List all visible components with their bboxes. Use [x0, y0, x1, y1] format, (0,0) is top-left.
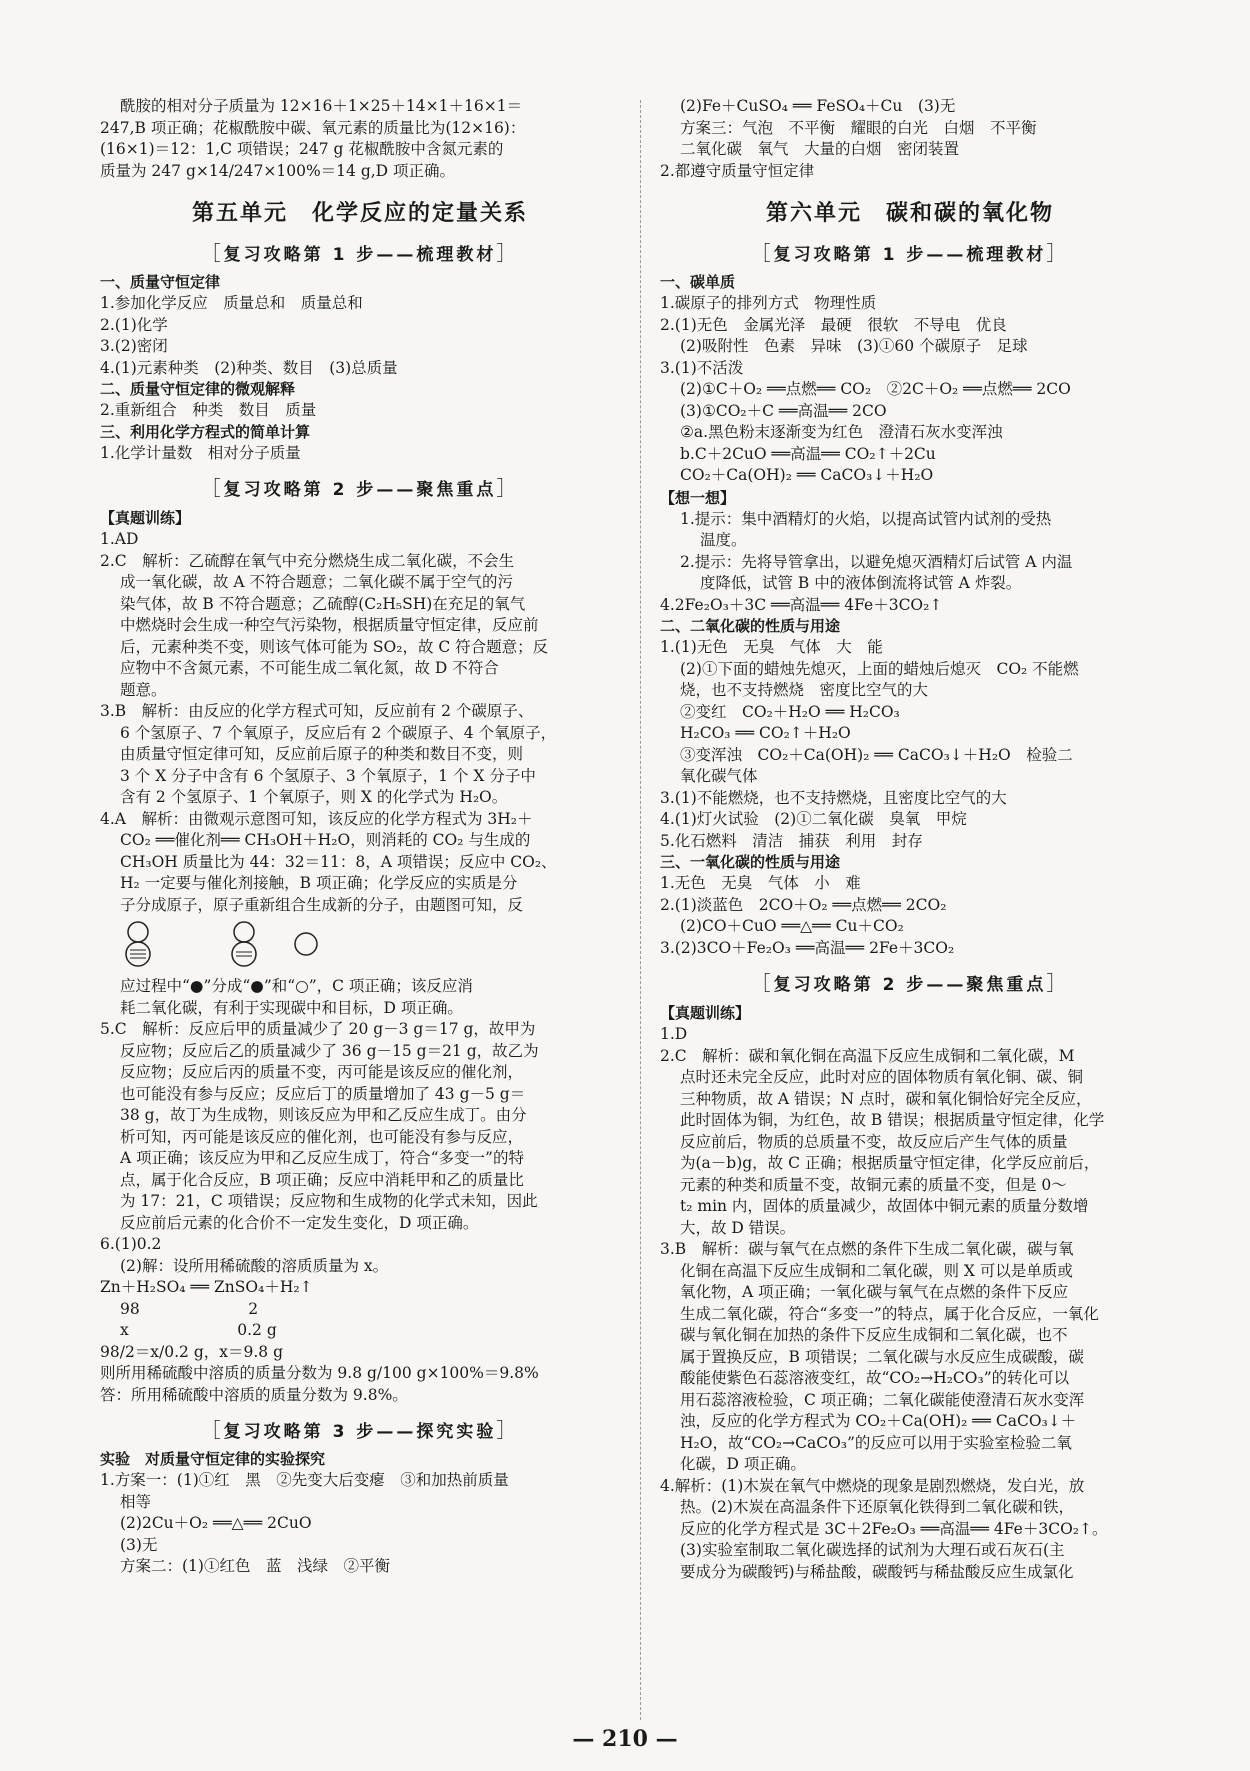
text-line: 温度。 — [700, 531, 747, 549]
text-line: 2.都遵守质量守恒定律 — [660, 161, 815, 180]
text-line: 1.无色 无臭 气体 小 难 — [660, 874, 861, 892]
text-line: 氧化物，A 项正确；一氧化碳与氧气在点燃的条件下反应 — [680, 1283, 1069, 1301]
left-column — [100, 96, 620, 1578]
text-line: t₂ min 内，固体的质量减少，故固体中铜元素的质量分数增 — [680, 1197, 1089, 1215]
text-line: (2)吸附性 色素 异味 (3)①60 个碳原子 足球 — [680, 337, 1028, 355]
text-line: 5.C 解析：反应后甲的质量减少了 20 g－3 g＝17 g，故甲为 — [100, 1020, 536, 1038]
text-line: 反应前后，物质的总质量不变，故反应后产生气体的质量 — [680, 1132, 1068, 1151]
text-line: 2.(1)淡蓝色 2CO＋O₂ ══点燃══ 2CO₂ — [660, 895, 947, 914]
banner-label: 复习攻略第 3 步——探究实验 — [223, 1422, 497, 1442]
text-line: 答：所用稀硫酸中溶质的质量分数为 9.8%。 — [100, 1385, 408, 1404]
text-line: 染气体，故 B 不符合题意；乙硫醇(C₂H₅SH)在充足的氧气 — [120, 594, 526, 613]
text-line: (2)①C＋O₂ ══点燃══ CO₂ ②2C＋O₂ ══点燃══ 2CO — [680, 380, 1071, 398]
text-line: 用石蕊溶液检验，C 项正确；二氧化碳能使澄清石灰水变浑 — [680, 1390, 1085, 1409]
text-line: (3)①CO₂＋C ══高温══ 2CO — [680, 401, 887, 420]
section-heading: 三、一氧化碳的性质与用途 — [660, 853, 841, 871]
right-section-1b — [660, 595, 1160, 960]
text-line: CO₂＋Ca(OH)₂ ══ CaCO₃↓＋H₂O — [680, 466, 934, 484]
text-line: 度降低，试管 B 中的液体倒流将试管 A 炸裂。 — [700, 574, 1022, 592]
section-banner: ［复习攻略第 1 步——梳理教材］ — [750, 241, 1070, 265]
text-line: x 0.2 g — [120, 1321, 277, 1339]
text-line: 应过程中“●”分成“●”和“○”，C 项正确；该反应消 — [120, 977, 473, 995]
text-line: 耗二氧化碳，有利于实现碳中和目标，D 项正确。 — [120, 998, 463, 1017]
left-section-2 — [100, 529, 620, 1406]
text-line: 2.C 解析：乙硫醇在氧气中充分燃烧生成二氧化碳，不会生 — [100, 551, 515, 570]
text-line: 4.解析：(1)木炭在氧气中燃烧的现象是剧烈燃烧，发白光，放 — [660, 1476, 1085, 1495]
text-line: 析可知，丙可能是该反应的催化剂，也可能没有参与反应， — [120, 1127, 524, 1146]
section-heading: 一、碳单质 — [660, 273, 736, 291]
banner-label: 复习攻略第 2 步——聚焦重点 — [773, 975, 1047, 995]
text-line: 元素的种类和质量不变，故铜元素的质量不变，但是 0～ — [680, 1175, 1067, 1194]
text-line: 酰胺的相对分子质量为 12×16＋1×25＋14×1＋16×1＝ — [120, 97, 523, 115]
text-line: 生成二氧化碳，符合“多变一”的特点，属于化合反应，一氧化 — [680, 1304, 1099, 1323]
column-divider — [640, 100, 641, 1720]
section-heading: 二、二氧化碳的性质与用途 — [660, 617, 841, 635]
text-line: 3.B 解析：由反应的化学方程式可知，反应前有 2 个碳原子、 — [100, 702, 534, 720]
text-line: ②a.黑色粉末逐渐变为红色 澄清石灰水变浑浊 — [680, 423, 1003, 441]
right-xiang — [660, 509, 1160, 595]
text-line: 反应物；反应后乙的质量减少了 36 g－15 g＝21 g，故乙为 — [120, 1041, 539, 1060]
text-line: 子分成原子，原子重新组合生成新的分子，由题图可知，反 — [120, 895, 524, 914]
text-line: (2)解：设所用稀硫酸的溶质质量为 x。 — [120, 1256, 389, 1275]
text-line: H₂CO₃ ══ CO₂↑＋H₂O — [680, 724, 851, 742]
text-line: 浊，反应的化学方程式为 CO₂＋Ca(OH)₂ ══ CaCO₃↓＋ — [680, 1412, 1077, 1430]
molecule-row — [100, 920, 620, 972]
zhenti-tag: 【真题训练】 — [100, 509, 191, 527]
text-line: 属于置换反应，B 项错误；二氧化碳与水反应生成碳酸，碳 — [680, 1347, 1084, 1366]
text-line: 2.提示：先将导管拿出，以避免熄灭酒精灯后试管 A 内温 — [680, 552, 1073, 571]
text-line: 此时固体为铜，为红色，故 B 错误；根据质量守恒定律，化学 — [680, 1111, 1105, 1129]
text-line: CH₃OH 质量比为 44：32＝11：8，A 项错误；反应中 CO₂、 — [120, 852, 557, 871]
text-line: 反应的化学方程式是 3C＋2Fe₂O₃ ══高温══ 4Fe＋3CO₂↑。 — [680, 1519, 1108, 1538]
text-line: ②变红 CO₂＋H₂O ══ H₂CO₃ — [680, 702, 900, 721]
text-line: 6.(1)0.2 — [100, 1235, 162, 1253]
unit-title-6: 第六单元 碳和碳的氧化物 — [765, 201, 1054, 226]
text-line: 三种物质，故 A 错误；N 点时，碳和氧化铜恰好完全反应， — [680, 1089, 1092, 1108]
text-line: H₂ 一定要与催化剂接触，B 项正确；化学反应的实质是分 — [120, 874, 518, 892]
page-number: — 210 — — [572, 1726, 678, 1752]
right-section-1 — [660, 272, 1160, 487]
xiang-tag: 【想一想】 — [660, 488, 736, 507]
text-line: 2.C 解析：碳和氧化铜在高温下反应生成铜和二氧化碳，M — [660, 1046, 1075, 1065]
left-section-3 — [100, 1449, 620, 1578]
text-line: 247,B 项正确；花椒酰胺中碳、氧元素的质量比为(12×16)： — [100, 118, 526, 137]
text-line: CO₂ ══催化剂══ CH₃OH＋H₂O，则消耗的 CO₂ 与生成的 — [120, 831, 531, 849]
text-line: 热。(2)木炭在高温条件下还原氧化铁得到二氧化碳和铁， — [680, 1498, 1074, 1516]
text-line: 1.碳原子的排列方式 物理性质 — [660, 294, 877, 312]
text-line: (3)无 — [120, 1535, 158, 1554]
text-line: ③变浑浊 CO₂＋Ca(OH)₂ ══ CaCO₃↓＋H₂O 检验二 — [680, 745, 1073, 764]
text-line: 4.A 解析：由微观示意图可知，该反应的化学方程式为 3H₂＋ — [100, 809, 533, 828]
text-line: 2.(1)无色 金属光泽 最硬 很软 不导电 优良 — [660, 315, 1007, 334]
text-line: 1.(1)无色 无臭 气体 大 能 — [660, 638, 883, 656]
zhenti-tag: 【真题训练】 — [660, 1004, 751, 1022]
left-section-1 — [100, 272, 620, 464]
text-line: H₂O，故“CO₂→CaCO₃”的反应可以用于实验室检验二氧 — [680, 1433, 1072, 1452]
section-heading: 二、质量守恒定律的微观解释 — [100, 380, 296, 398]
text-line: 应物中不含氮元素，不可能生成二氧化氮，故 D 不符合 — [120, 659, 499, 677]
text-line: 则所用稀硫酸中溶质的质量分数为 9.8 g/100 g×100%＝9.8% — [100, 1364, 539, 1382]
banner-label: 复习攻略第 1 步——梳理教材 — [773, 245, 1047, 265]
text-line: 碳与氧化铜在加热的条件下反应生成铜和二氧化碳，也不 — [680, 1326, 1068, 1344]
molecule-icon — [120, 920, 156, 972]
text-line: 点时还未完全反应，此时对应的固体物质有氧化铜、碳、铜 — [680, 1068, 1084, 1086]
text-line: 二氧化碳 氧气 大量的白烟 密闭装置 — [680, 140, 960, 158]
text-line: 3.B 解析：碳与氧气在点燃的条件下生成二氧化碳，碳与氧 — [660, 1240, 1074, 1258]
text-line: (16×1)＝12：1,C 项错误；247 g 花椒酰胺中含氮元素的 — [100, 140, 504, 158]
section-heading: 实验 对质量守恒定律的实验探究 — [100, 1450, 326, 1468]
text-line: 4.(1)灯火试验 (2)①二氧化碳 臭氧 甲烷 — [660, 810, 967, 828]
right-column — [660, 96, 1160, 1583]
text-line: (2)CO＋CuO ══△══ Cu＋CO₂ — [680, 917, 904, 935]
banner-label: 复习攻略第 2 步——聚焦重点 — [223, 480, 497, 500]
right-section-2 — [660, 1024, 1160, 1583]
section-banner: ［复习攻略第 1 步——梳理教材］ — [200, 241, 520, 265]
section-banner: ［复习攻略第 3 步——探究实验］ — [200, 1418, 520, 1442]
text-line: 点，属于化合反应，B 项正确；反应中消耗甲和乙的质量比 — [120, 1170, 524, 1189]
text-line: 98/2＝x/0.2 g，x＝9.8 g — [100, 1342, 284, 1361]
unit-title-5: 第五单元 化学反应的定量关系 — [191, 201, 528, 226]
text-line: 4.2Fe₂O₃＋3C ══高温══ 4Fe＋3CO₂↑ — [660, 595, 943, 614]
text-line: 为(a－b)g，故 C 正确；根据质量守恒定律，化学反应前后， — [680, 1154, 1100, 1172]
text-line: 5.化石燃料 清洁 捕获 利用 封存 — [660, 831, 923, 850]
text-line: 98 2 — [120, 1299, 259, 1318]
text-line: 3.(1)不活泼 — [660, 358, 744, 377]
atom-circle-icon — [292, 930, 320, 962]
text-line: 由质量守恒定律可知，反应前后原子的种类和数目不变，则 — [120, 745, 524, 763]
text-line: 酸能使紫色石蕊溶液变红，故“CO₂→H₂CO₃”的转化可以 — [680, 1369, 1070, 1387]
section-heading: 三、利用化学方程式的简单计算 — [100, 422, 311, 441]
text-line: 要成分为碳酸钙)与稀盐酸，碳酸钙与稀盐酸反应生成氯化 — [680, 1562, 1074, 1581]
molecule-icon — [226, 920, 262, 972]
text-line: 方案三：气泡 不平衡 耀眼的白光 白烟 不平衡 — [680, 118, 1037, 137]
banner-label: 复习攻略第 1 步——梳理教材 — [223, 245, 497, 265]
text-line: 氧化碳气体 — [680, 767, 758, 785]
text-line: 为 17：21，C 项错误；反应物和生成物的化学式未知，因此 — [120, 1192, 538, 1210]
text-line: 6 个氢原子、7 个氧原子，反应后有 2 个碳原子、4 个氧原子， — [120, 723, 557, 742]
text-line: 化铜在高温下反应生成铜和二氧化碳，则 X 可以是单质或 — [680, 1261, 1073, 1280]
text-line: 2.重新组合 种类 数目 质量 — [100, 401, 317, 419]
text-line: 1.化学计量数 相对分子质量 — [100, 443, 301, 462]
text-line: 后，元素种类不变，则该气体可能为 SO₂，故 C 符合题意；反 — [120, 637, 549, 656]
text-line: 3.(2)3CO＋Fe₂O₃ ══高温══ 2Fe＋3CO₂ — [660, 938, 955, 957]
text-line: 1.方案一：(1)①红 黑 ②先变大后变瘪 ③和加热前质量 — [100, 1471, 509, 1489]
text-line: 含有 2 个氢原子、1 个氧原子，则 X 的化学式为 H₂O。 — [120, 788, 508, 806]
text-line: 1.D — [660, 1025, 688, 1043]
text-line: b.C＋2CuO ══高温══ CO₂↑＋2Cu — [680, 444, 936, 463]
text-line: 中燃烧时会生成一种空气污染物，根据质量守恒定律，反应前 — [120, 616, 539, 634]
text-line: 质量为 247 g×14/247×100%＝14 g,D 项正确。 — [100, 161, 456, 180]
text-line: 38 g，故丁为生成物，则该反应为甲和乙反应生成丁。由分 — [120, 1106, 527, 1124]
text-line: 相等 — [120, 1492, 152, 1511]
section-heading: 一、质量守恒定律 — [100, 273, 221, 291]
right-top — [660, 96, 1160, 182]
text-line: 化碳，D 项正确。 — [680, 1455, 806, 1473]
text-line: 成一氧化碳，故 A 不符合题意；二氧化碳不属于空气的污 — [120, 573, 514, 591]
text-line: (3)实验室制取二氧化碳选择的试剂为大理石或石灰石(主 — [680, 1541, 1065, 1559]
section-banner: ［复习攻略第 2 步——聚焦重点］ — [750, 971, 1070, 995]
text-line: 烧，也不支持燃烧 密度比空气的大 — [680, 681, 929, 699]
text-line: 4.(1)元素种类 (2)种类、数目 (3)总质量 — [100, 358, 398, 377]
text-line: 方案二：(1)①红色 蓝 浅绿 ②平衡 — [120, 1557, 390, 1575]
text-line: 也可能没有参与反应；反应后丁的质量增加了 43 g－5 g＝ — [120, 1084, 526, 1103]
text-line: 1.参加化学反应 质量总和 质量总和 — [100, 294, 363, 312]
text-line: (2)Fe＋CuSO₄ ══ FeSO₄＋Cu (3)无 — [680, 97, 956, 115]
text-line: (2)①下面的蜡烛先熄灭，上面的蜡烛后熄灭 CO₂ 不能燃 — [680, 659, 1079, 678]
section-banner: ［复习攻略第 2 步——聚焦重点］ — [200, 476, 520, 500]
left-intro — [100, 96, 620, 182]
text-line: 大，故 D 错误。 — [680, 1218, 796, 1237]
text-line: 1.AD — [100, 530, 139, 548]
text-line: 题意。 — [120, 680, 167, 699]
text-line: 3.(1)不能燃烧，也不支持燃烧，且密度比空气的大 — [660, 788, 1007, 807]
text-line: (2)2Cu＋O₂ ══△══ 2CuO — [120, 1514, 312, 1532]
text-line: 3 个 X 分子中含有 6 个氢原子、3 个氧原子，1 个 X 分子中 — [120, 766, 536, 785]
text-line: Zn＋H₂SO₄ ══ ZnSO₄＋H₂↑ — [100, 1278, 313, 1296]
text-line: 反应物；反应后丙的质量不变，丙可能是该反应的催化剂， — [120, 1063, 524, 1081]
text-line: 1.提示：集中酒精灯的火焰，以提高试管内试剂的受热 — [680, 509, 1052, 528]
text-line: 反应前后元素的化合价不一定发生变化，D 项正确。 — [120, 1213, 479, 1232]
text-line: 3.(2)密闭 — [100, 337, 168, 355]
text-line: 2.(1)化学 — [100, 315, 168, 334]
text-line: A 项正确；该反应为甲和乙反应生成丁，符合“多变一”的特 — [120, 1149, 524, 1167]
